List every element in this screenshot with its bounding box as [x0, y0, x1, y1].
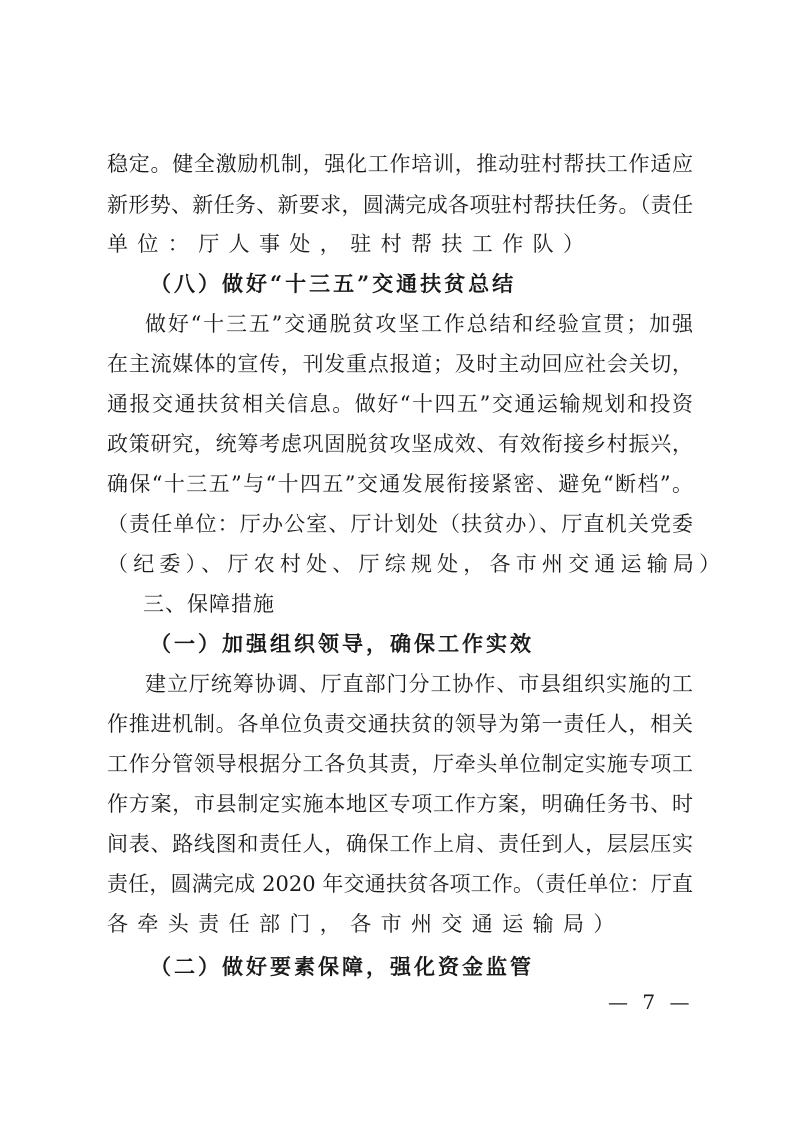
text-line: 稳定。健全激励机制，强化工作培训，推动驻村帮扶工作适应	[107, 152, 693, 176]
text-line: 通报交通扶贫相关信息。做好“十四五”交通运输规划和投资	[107, 392, 693, 416]
subheading-8: （八）做好“十三五”交通扶贫总结	[150, 271, 517, 296]
text-line: 作方案，市县制定实施本地区专项工作方案，明确任务书、时	[107, 792, 693, 816]
subheading-2: （二）做好要素保障，强化资金监管	[150, 954, 534, 979]
text-line: 单位：厅人事处，驻村帮扶工作队）	[107, 232, 594, 256]
text-line: 政策研究，统筹考虑巩固脱贫攻坚成效、有效衔接乡村振兴，	[107, 432, 693, 456]
text-line: 间表、路线图和责任人，确保工作上肩、责任到人，层层压实	[107, 832, 693, 856]
text-line: 各牵头责任部门，各市州交通运输局）	[107, 912, 624, 936]
subheading-1: （一）加强组织领导，确保工作实效	[150, 631, 534, 656]
text-line: 确保“十三五”与“十四五”交通发展衔接紧密、避免“断档”。	[107, 472, 693, 496]
text-line: 作推进机制。各单位负责交通扶贫的领导为第一责任人，相关	[107, 712, 693, 736]
text-line: （责任单位：厅办公室、厅计划处（扶贫办）、厅直机关党委	[107, 512, 693, 536]
section-heading: 三、保障措施	[143, 592, 275, 616]
text-line: 新形势、新任务、新要求，圆满完成各项驻村帮扶任务。（责任	[107, 193, 693, 217]
page-number: — 7 —	[608, 990, 694, 1014]
text-line: （纪委）、厅农村处、厅综规处，各市州交通运输局）	[107, 552, 726, 576]
text-line: 在主流媒体的宣传，刊发重点报道；及时主动回应社会关切，	[107, 352, 693, 376]
text-line: 工作分管领导根据分工各负其责，厅牵头单位制定实施专项工	[107, 752, 693, 776]
text-line: 做好“十三五”交通脱贫攻坚工作总结和经验宣贯；加强	[145, 312, 693, 336]
text-line: 责任，圆满完成 2020 年交通扶贫各项工作。（责任单位：厅直	[107, 872, 693, 896]
text-line: 建立厅统筹协调、厅直部门分工协作、市县组织实施的工	[145, 672, 693, 696]
